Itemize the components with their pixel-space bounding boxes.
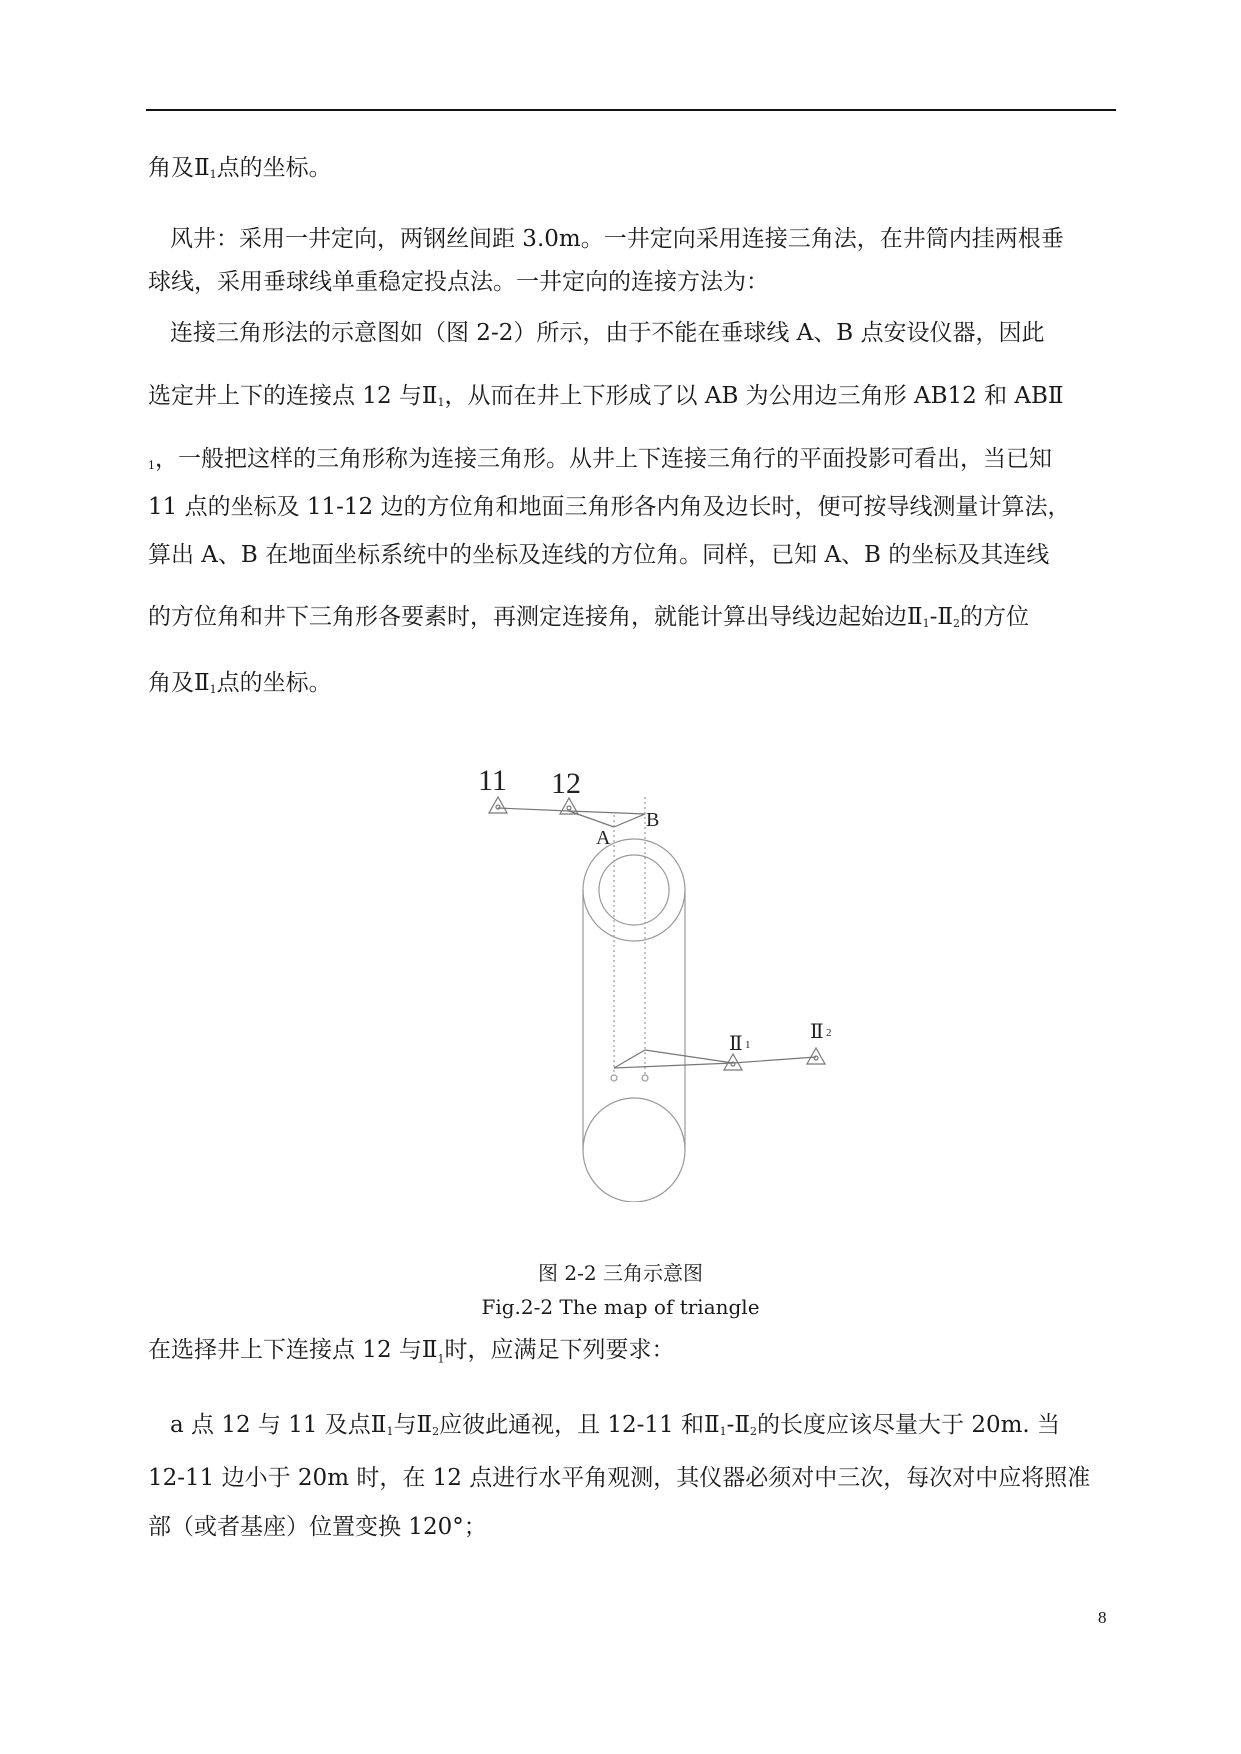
edge-11-12 [498, 808, 569, 811]
text-line: 在选择井上下连接点 12 与$Ⅱ_1$时，应满足下列要求： [148, 1337, 675, 1366]
figure-caption-cn: 图 2-2 三角示意图 [538, 1261, 703, 1285]
edge-b-ii1 [645, 1050, 733, 1063]
text-line: 角及Ⅱ$^1$点的坐标。 [148, 670, 332, 696]
edge-ii1-ii2 [733, 1057, 816, 1063]
label-b: B [646, 809, 660, 831]
label-a: A [596, 827, 611, 849]
text-line: $^1$，一般把这样的三角形称为连接三角形。从井上下连接三角行的平面投影可看出，当已知 [148, 446, 1052, 472]
plumb-point-a-lower [611, 1075, 617, 1081]
station-11-dot [496, 805, 500, 809]
edge-a-b-lower [614, 1050, 645, 1068]
label-ii2-sub: 2 [826, 1027, 832, 1039]
label-ii1-sub: 1 [745, 1039, 751, 1051]
header-rule [146, 109, 1116, 111]
label-12: 12 [551, 767, 581, 800]
figure-caption-en: Fig.2-2 The map of triangle [481, 1295, 760, 1319]
label-ii2: Ⅱ [810, 1021, 824, 1043]
text-line: 风井：采用一井定向，两钢丝间距 3.0m。一井定向采用连接三角法，在井筒内挂两根垂 [170, 226, 1064, 252]
shaft-top-inner-circle [599, 855, 669, 925]
station-ii2-dot [814, 1056, 818, 1060]
label-11: 11 [478, 764, 507, 797]
text-line: a 点 12 与 11 及点Ⅱ$^1$与Ⅱ$^2$应彼此通视，且 12-11 和Ⅱ$^1$-Ⅱ$^2$的长度应该尽量大于 20m. 当 [170, 1412, 1061, 1438]
text-line: 球线，采用垂球线单重稳定投点法。一井定向的连接方法为： [148, 269, 769, 295]
text-line: 的方位角和井下三角形各要素时，再测定连接角，就能计算出导线边起始边Ⅱ$^1$-Ⅱ$^2$的方位 [148, 604, 1030, 630]
edge-a-b [614, 814, 645, 827]
shaft-top-outer-circle [583, 839, 685, 941]
text-line: 12-11 边小于 20m 时，在 12 点进行水平角观测，其仪器必须对中三次，每次对中应将照准 [148, 1465, 1091, 1491]
edge-a-ii1 [614, 1063, 733, 1068]
page-number: 8 [1098, 1608, 1107, 1627]
plumb-point-b-lower [642, 1075, 648, 1081]
text-line: 选定井上下的连接点 12 与Ⅱ$^1$，从而在井上下形成了以 AB 为公用边三角形 AB12 和 ABⅡ [148, 383, 1064, 409]
text-line: 部（或者基座）位置变换 120°； [148, 1514, 487, 1540]
text-line: 算出 A、B 在地面坐标系统中的坐标及连线的方位角。同样，已知 A、B 的坐标及其连线 [148, 542, 1050, 568]
triangle-diagram [460, 752, 860, 1202]
label-ii1: Ⅱ [729, 1033, 743, 1055]
station-ii1-dot [731, 1062, 735, 1066]
text-line: 连接三角形法的示意图如（图 2-2）所示，由于不能在垂球线 A、B 点安设仪器，因此 [170, 320, 1045, 346]
station-12-dot [567, 806, 571, 810]
text-line: 11 点的坐标及 11-12 边的方位角和地面三角形各内角及边长时，便可按导线测量计算法， [148, 494, 1071, 520]
text-line: 角及Ⅱ$^1$点的坐标。 [148, 155, 332, 181]
edge-12-b [569, 811, 645, 814]
shaft-bottom-circle [583, 1098, 685, 1202]
